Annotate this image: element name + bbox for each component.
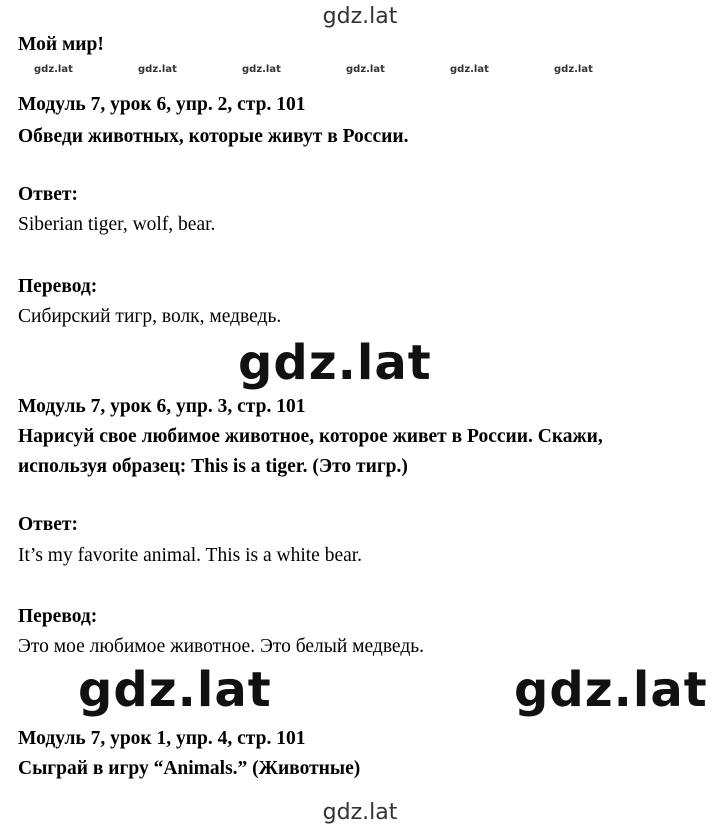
translation-label: Перевод: — [18, 276, 98, 297]
answer-label: Ответ: — [18, 184, 79, 205]
translation-text: Это мое любимое животное. Это белый медведь. — [18, 636, 425, 657]
watermark-small: gdz.lat — [242, 64, 281, 75]
watermark-top: gdz.lat — [322, 4, 398, 29]
watermark-lower-right: gdz.lat — [514, 662, 708, 718]
exercise-heading: Модуль 7, урок 1, упр. 4, стр. 101 — [18, 728, 306, 749]
answer-label: Ответ: — [18, 514, 79, 535]
watermark-small: gdz.lat — [346, 64, 385, 75]
watermark-middle: gdz.lat — [238, 335, 432, 391]
watermark-small: gdz.lat — [554, 64, 593, 75]
watermark-small: gdz.lat — [450, 64, 489, 75]
translation-label: Перевод: — [18, 606, 98, 627]
watermark-bottom: gdz.lat — [322, 800, 398, 825]
watermark-lower-left: gdz.lat — [78, 662, 272, 718]
exercise-heading: Модуль 7, урок 6, упр. 3, стр. 101 — [18, 396, 306, 417]
answer-text: Siberian tiger, wolf, bear. — [18, 214, 216, 235]
book-title: Мой мир! — [18, 34, 104, 55]
exercise-task: Обведи животных, которые живут в России. — [18, 126, 409, 147]
watermark-small: gdz.lat — [138, 64, 177, 75]
exercise-task: используя образец: This is a tiger. (Это тигр.) — [18, 456, 408, 477]
answer-text: It’s my favorite animal. This is a white bear. — [18, 545, 363, 566]
exercise-heading: Модуль 7, урок 6, упр. 2, стр. 101 — [18, 94, 306, 115]
watermark-small: gdz.lat — [34, 64, 73, 75]
exercise-task: Сыграй в игру “Animals.” (Животные) — [18, 758, 361, 779]
exercise-task: Нарисуй свое любимое животное, которое живет в России. Скажи, — [18, 426, 603, 447]
translation-text: Сибирский тигр, волк, медведь. — [18, 306, 282, 327]
